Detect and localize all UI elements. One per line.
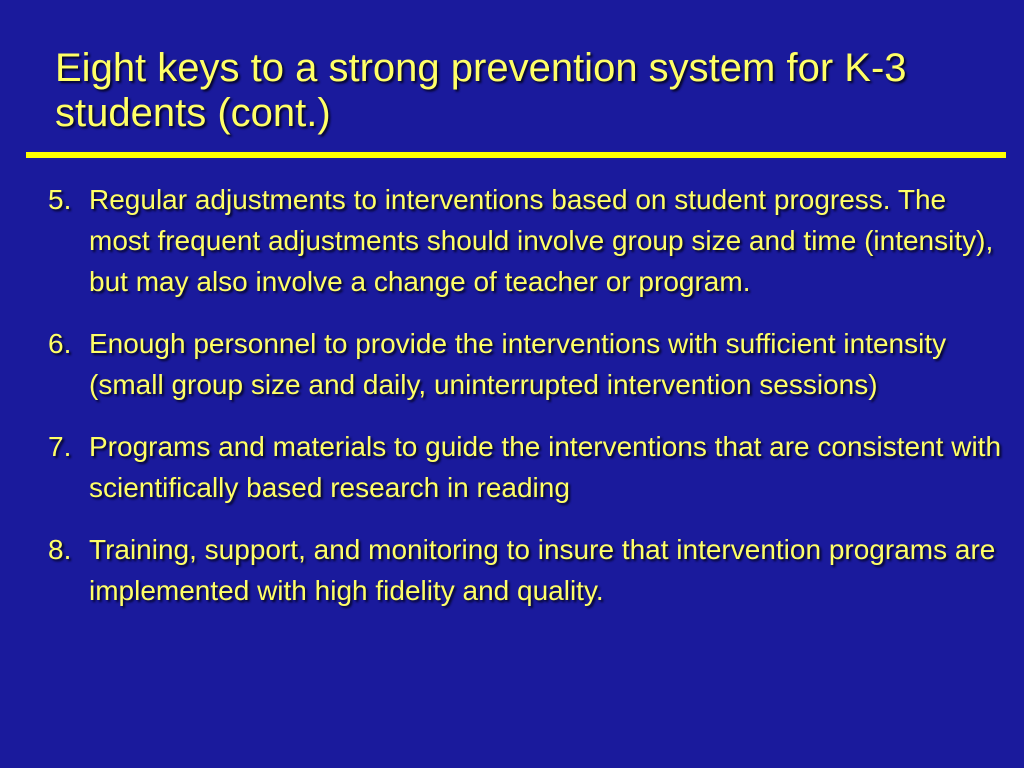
title-divider <box>26 152 1006 158</box>
list-item-number: 5. <box>48 184 72 215</box>
list-item-number: 7. <box>48 431 72 462</box>
list-item-text: Training, support, and monitoring to insure that intervention programs are implemented with high fidelity and quality. <box>89 534 996 606</box>
list-item-number: 8. <box>48 534 72 565</box>
list-item <box>48 426 1008 508</box>
list-item-number: 6. <box>48 328 72 359</box>
list-item <box>48 323 1008 405</box>
list-item-text: Enough personnel to provide the interventions with sufficient intensity (small group size and daily, uninterrupted intervention sessions) <box>89 328 947 400</box>
list-item <box>48 529 1008 611</box>
list-item <box>48 179 1008 302</box>
list-item-text: Regular adjustments to interventions based on student progress. The most frequent adjustments should involve group size and time (intensity), but may also involve a change of teacher or program. <box>89 184 994 297</box>
key-list <box>48 179 1008 611</box>
slide-title: Eight keys to a strong prevention system for K-3 students (cont.) <box>55 46 907 135</box>
list-item-text: Programs and materials to guide the interventions that are consistent with scientifically based research in reading <box>89 431 1002 503</box>
